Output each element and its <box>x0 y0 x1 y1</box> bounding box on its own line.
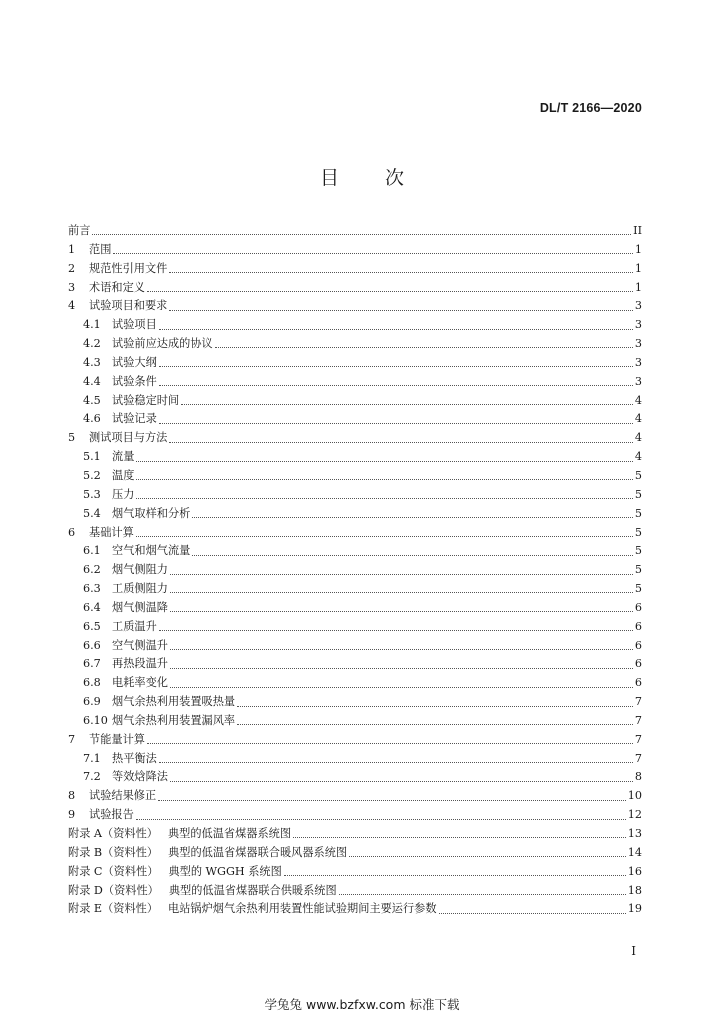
toc-entry-label: 电站锅炉烟气余热利用装置性能试验期间主要运行参数 <box>168 902 437 916</box>
toc-entry-label: 工质侧阻力 <box>112 582 168 596</box>
toc-dot-leader <box>181 395 633 405</box>
toc-entry-number: 2 <box>68 261 76 275</box>
toc-entry-number: 7.2 <box>83 770 101 784</box>
toc-dot-leader <box>339 885 626 895</box>
toc-entry-label: 前言 <box>68 224 91 237</box>
toc-entry[interactable] <box>68 693 642 712</box>
toc-entry-page: 6 <box>634 600 642 614</box>
toc-entry-number: 3 <box>68 280 76 294</box>
toc-entry[interactable] <box>68 222 642 241</box>
toc-entry-page: 10 <box>627 789 642 803</box>
toc-entry-number: 4.3 <box>83 355 101 369</box>
toc-entry-label: 烟气侧阻力 <box>112 563 168 577</box>
toc-entry-label: 规范性引用文件 <box>89 261 168 275</box>
toc-entry-number: 附录 B（资料性） <box>68 845 159 859</box>
toc-entry-label: 测试项目与方法 <box>89 431 168 445</box>
toc-entry-number: 6.1 <box>83 544 101 558</box>
toc-entry-label: 典型的 WGGH 系统图 <box>168 864 282 878</box>
toc-entry[interactable] <box>68 429 642 448</box>
toc-dot-leader <box>159 753 633 763</box>
toc-entry-page: II <box>633 224 642 237</box>
toc-dot-leader <box>170 640 633 650</box>
toc-entry[interactable] <box>68 618 642 637</box>
toc-dot-leader <box>170 565 633 575</box>
toc-entry[interactable] <box>68 712 642 731</box>
toc-entry-label: 试验前应达成的协议 <box>112 337 213 351</box>
document-code: DL/T 2166—2020 <box>539 101 642 115</box>
toc-entry[interactable] <box>68 806 642 825</box>
toc-entry-number: 6.8 <box>83 676 101 690</box>
toc-entry-number: 6.7 <box>83 657 101 671</box>
toc-entry-number: 6.10 <box>83 713 108 727</box>
toc-entry-number: 6.4 <box>83 600 101 614</box>
toc-entry-page: 6 <box>634 657 642 671</box>
toc-entry-label: 典型的低温省煤器联合供暖系统图 <box>168 883 337 897</box>
toc-entry-number: 4 <box>68 299 76 313</box>
toc-entry-label: 烟气余热利用装置漏风率 <box>112 713 236 727</box>
toc-entry[interactable] <box>68 260 642 279</box>
toc-entry-page: 5 <box>634 544 642 558</box>
toc-entry-page: 18 <box>627 883 642 897</box>
toc-dot-leader <box>92 225 631 235</box>
toc-entry-label: 范围 <box>89 242 112 256</box>
toc-entry-number: 附录 A（资料性） <box>68 827 158 840</box>
toc-entry[interactable] <box>68 524 642 543</box>
toc-dot-leader <box>284 866 626 876</box>
toc-entry-page: 4 <box>634 450 642 464</box>
toc-entry-number: 6.9 <box>83 695 101 709</box>
toc-dot-leader <box>136 452 632 462</box>
toc-entry-number: 7 <box>68 732 76 746</box>
toc-entry-page: 1 <box>634 242 642 256</box>
toc-entry-label: 电耗率变化 <box>112 676 168 690</box>
toc-entry-label: 试验结果修正 <box>89 789 157 803</box>
toc-entry-label: 压力 <box>112 487 135 501</box>
toc-entry-label: 典型的低温省煤器联合暖风器系统图 <box>168 845 348 859</box>
toc-entry[interactable] <box>68 392 642 411</box>
toc-entry-number: 附录 E（资料性） <box>68 902 159 916</box>
toc-entry[interactable] <box>68 655 642 674</box>
toc-entry[interactable] <box>68 335 642 354</box>
toc-entry[interactable] <box>68 882 642 901</box>
toc-entry-page: 3 <box>634 337 642 351</box>
toc-entry-label: 再热段温升 <box>112 657 168 671</box>
toc-entry-page: 3 <box>634 374 642 388</box>
toc-entry[interactable] <box>68 410 642 429</box>
toc-entry-number: 5.1 <box>83 450 101 464</box>
toc-entry-number: 附录 C（资料性） <box>68 864 159 878</box>
toc-entry-number: 4.1 <box>83 318 101 332</box>
toc-entry-number: 4.2 <box>83 337 101 351</box>
toc-title <box>0 163 724 190</box>
toc-entry-number: 6 <box>68 525 76 539</box>
toc-dot-leader <box>147 282 633 292</box>
toc-entry-page: 7 <box>634 695 642 709</box>
toc-dot-leader <box>439 904 626 914</box>
toc-entry-number: 附录 D（资料性） <box>68 883 159 897</box>
toc-entry-number: 6.6 <box>83 638 101 652</box>
toc-entry-number: 6.2 <box>83 563 101 577</box>
toc-entry[interactable] <box>68 373 642 392</box>
toc-entry[interactable] <box>68 241 642 260</box>
toc-entry[interactable] <box>68 316 642 335</box>
page-number: I <box>631 944 636 958</box>
toc-dot-leader <box>170 602 633 612</box>
toc-entry-label: 试验条件 <box>112 374 157 388</box>
toc-entry[interactable] <box>68 787 642 806</box>
toc-entry-label: 等效焓降法 <box>112 770 168 784</box>
toc-entry-page: 5 <box>634 563 642 577</box>
toc-dot-leader <box>136 527 633 537</box>
toc-dot-leader <box>192 546 633 556</box>
toc-entry-label: 烟气侧温降 <box>112 600 168 614</box>
toc-title-part2: 次 <box>385 167 405 189</box>
toc-entry-page: 19 <box>627 902 642 916</box>
toc-entry[interactable] <box>68 750 642 769</box>
toc-entry-page: 12 <box>627 808 642 822</box>
toc-entry-number: 5.2 <box>83 468 101 482</box>
toc-dot-leader <box>159 621 633 631</box>
toc-entry-page: 16 <box>627 864 642 878</box>
toc-entry[interactable] <box>68 674 642 693</box>
toc-entry-page: 4 <box>634 431 642 445</box>
toc-entry-number: 4.6 <box>83 412 101 426</box>
toc-dot-leader <box>136 470 632 480</box>
toc-entry-label: 试验记录 <box>112 412 157 426</box>
toc-entry-label: 试验项目 <box>112 318 157 332</box>
toc-entry[interactable] <box>68 731 642 750</box>
toc-dot-leader <box>192 508 633 518</box>
toc-entry-label: 典型的低温省煤器系统图 <box>167 827 292 840</box>
toc-entry-page: 13 <box>627 827 642 840</box>
toc-dot-leader <box>349 847 626 857</box>
toc-entry-label: 工质温升 <box>112 619 157 633</box>
toc-dot-leader <box>293 828 626 838</box>
toc-entry-label: 烟气取样和分析 <box>112 506 191 520</box>
toc-entry-page: 5 <box>634 582 642 596</box>
toc-entry[interactable] <box>68 844 642 863</box>
toc-entry[interactable] <box>68 900 642 919</box>
toc-entry[interactable] <box>68 467 642 486</box>
toc-entry-number: 5 <box>68 431 76 445</box>
toc-dot-leader <box>158 791 626 801</box>
toc-entry-label: 空气和烟气流量 <box>112 544 191 558</box>
toc-entry[interactable] <box>68 279 642 298</box>
toc-dot-leader <box>237 715 633 725</box>
toc-entry[interactable] <box>68 825 642 844</box>
toc-dot-leader <box>159 357 633 367</box>
toc-dot-leader <box>113 244 632 254</box>
toc-entry-page: 1 <box>634 280 642 294</box>
toc-entry-page: 5 <box>634 468 642 482</box>
toc-entry[interactable] <box>68 599 642 618</box>
toc-entry-page: 7 <box>634 751 642 765</box>
toc-entry[interactable] <box>68 505 642 524</box>
toc-entry-page: 5 <box>634 506 642 520</box>
toc-entry-label: 试验大纲 <box>112 355 157 369</box>
toc-dot-leader <box>237 697 633 707</box>
toc-dot-leader <box>159 376 633 386</box>
toc-entry[interactable] <box>68 297 642 316</box>
toc-entry-number: 1 <box>68 242 76 256</box>
footer-watermark: 学兔兔 www.bzfxw.com 标准下载 <box>264 997 460 1012</box>
toc-entry-number: 5.3 <box>83 487 101 501</box>
toc-entry-page: 3 <box>634 355 642 369</box>
toc-entry[interactable] <box>68 354 642 373</box>
toc-entry-page: 8 <box>634 770 642 784</box>
toc-dot-leader <box>169 433 633 443</box>
toc-entry-label: 烟气余热利用装置吸热量 <box>112 695 236 709</box>
toc-entry[interactable] <box>68 863 642 882</box>
table-of-contents <box>68 222 642 919</box>
toc-entry-page: 14 <box>627 845 642 859</box>
toc-dot-leader <box>147 734 633 744</box>
toc-entry-number: 4.4 <box>83 374 101 388</box>
toc-dot-leader <box>169 263 633 273</box>
toc-dot-leader <box>170 772 633 782</box>
toc-entry[interactable] <box>68 561 642 580</box>
toc-entry-label: 温度 <box>112 468 135 482</box>
toc-entry-label: 术语和定义 <box>89 280 145 294</box>
toc-entry-number: 5.4 <box>83 506 101 520</box>
toc-dot-leader <box>170 583 633 593</box>
toc-dot-leader <box>136 810 626 820</box>
toc-entry-number: 4.5 <box>83 393 101 407</box>
toc-title-part1: 目 <box>319 167 339 189</box>
toc-entry-page: 6 <box>634 638 642 652</box>
toc-dot-leader <box>159 414 633 424</box>
toc-entry-page: 7 <box>634 732 642 746</box>
toc-entry-page: 1 <box>634 261 642 275</box>
toc-entry-page: 5 <box>634 487 642 501</box>
toc-entry-label: 基础计算 <box>89 525 134 539</box>
toc-entry-label: 空气侧温升 <box>112 638 168 652</box>
toc-entry-label: 试验项目和要求 <box>89 299 168 313</box>
toc-dot-leader <box>170 678 633 688</box>
toc-entry-page: 5 <box>634 525 642 539</box>
toc-entry[interactable] <box>68 542 642 561</box>
toc-entry-page: 4 <box>634 412 642 426</box>
toc-entry[interactable] <box>68 768 642 787</box>
toc-entry-number: 6.3 <box>83 582 101 596</box>
toc-entry[interactable] <box>68 580 642 599</box>
toc-entry-label: 节能量计算 <box>89 732 145 746</box>
toc-entry-label: 热平衡法 <box>112 751 157 765</box>
toc-entry-label: 流量 <box>112 450 135 464</box>
toc-entry-number: 6.5 <box>83 619 101 633</box>
toc-dot-leader <box>136 489 632 499</box>
toc-entry[interactable] <box>68 637 642 656</box>
toc-entry-number: 9 <box>68 808 76 822</box>
toc-dot-leader <box>169 301 633 311</box>
toc-dot-leader <box>215 338 633 348</box>
toc-entry[interactable] <box>68 448 642 467</box>
toc-entry-label: 试验稳定时间 <box>112 393 180 407</box>
toc-entry-page: 4 <box>634 393 642 407</box>
toc-dot-leader <box>159 320 633 330</box>
toc-dot-leader <box>170 659 633 669</box>
toc-entry-number: 8 <box>68 789 76 803</box>
toc-entry-page: 6 <box>634 676 642 690</box>
toc-entry-page: 7 <box>634 713 642 727</box>
toc-entry-page: 6 <box>634 619 642 633</box>
toc-entry-page: 3 <box>634 299 642 313</box>
toc-entry-number: 7.1 <box>83 751 101 765</box>
toc-entry-page: 3 <box>634 318 642 332</box>
toc-entry[interactable] <box>68 486 642 505</box>
toc-entry-label: 试验报告 <box>89 808 134 822</box>
